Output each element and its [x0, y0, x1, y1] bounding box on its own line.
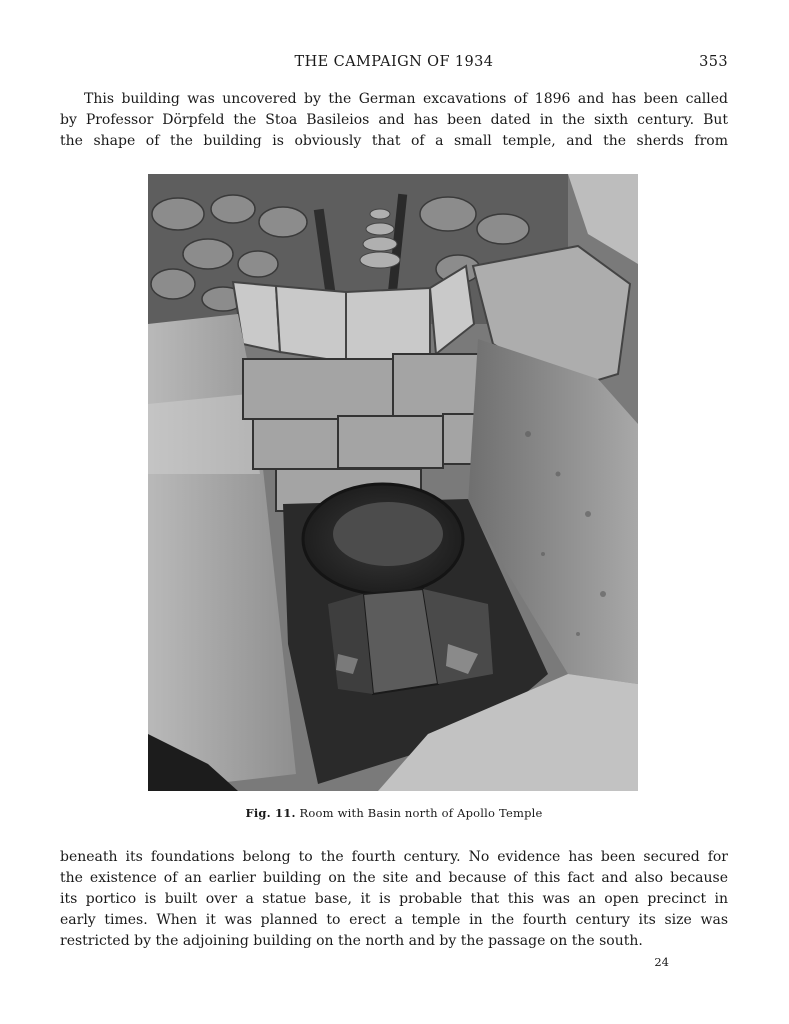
- text-line: restricted by the adjoining building on the north and by the passage on the south.: [60, 933, 643, 949]
- excavation-photo: [148, 174, 638, 791]
- figure-caption: [60, 806, 728, 820]
- figure-label: Fig. 11.: [245, 806, 296, 820]
- text-line: by Professor Dörpfeld the Stoa Basileios and has been dated in the sixth century. But: [60, 112, 728, 128]
- figure-photograph: [148, 174, 638, 791]
- page-number: 353: [699, 54, 728, 70]
- text-line: the existence of an earlier building on the site and because of this fact and also because: [60, 870, 728, 886]
- running-title: THE CAMPAIGN OF 1934: [294, 54, 494, 70]
- text-line: its portico is built over a statue base, it is probable that this was an open precinct in: [60, 891, 728, 907]
- text-line: early times. When it was planned to erect a temple in the fourth century its size was: [60, 912, 728, 928]
- figure-caption-text: Room with Basin north of Apollo Temple: [299, 806, 543, 820]
- text-line: This building was uncovered by the German excavations of 1896 and has been called: [84, 91, 728, 107]
- paragraph-bottom: [60, 847, 728, 952]
- paragraph-top: [60, 89, 728, 152]
- text-line: the shape of the building is obviously that of a small temple, and the sherds from: [60, 133, 728, 149]
- text-line: beneath its foundations belong to the fourth century. No evidence has been secured for: [60, 849, 728, 865]
- running-header: [60, 54, 728, 76]
- signature-mark: 24: [654, 955, 669, 969]
